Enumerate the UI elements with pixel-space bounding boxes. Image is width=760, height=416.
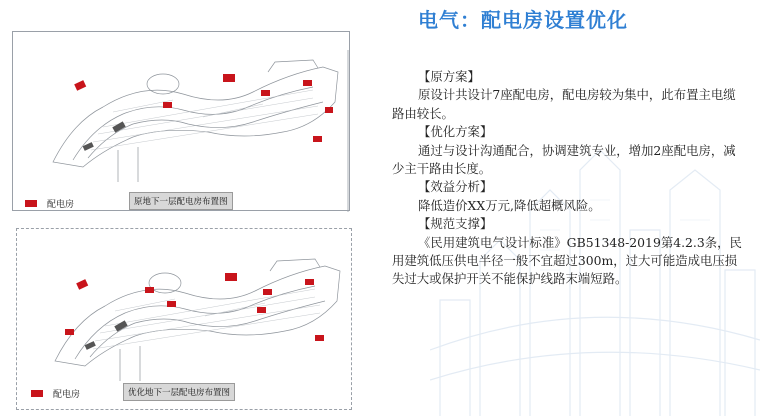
plan-legend-optimized: [31, 387, 80, 400]
legend-label: 配电房: [53, 390, 81, 400]
section-body-original: 原设计共设计7座配电房，配电房较为集中，此布置主电缆路由较长。: [392, 87, 736, 121]
plan-caption-optimized: 优化地下一层配电房布置图: [123, 383, 235, 401]
section-body-optimized: 通过与设计沟通配合，协调建筑专业，增加2座配电房，减少主干路由长度。: [392, 142, 736, 177]
original-floor-plan: [12, 31, 350, 211]
plan-legend-original: [25, 197, 74, 210]
legend-swatch: [25, 200, 37, 207]
legend-label: 配电房: [47, 200, 75, 210]
optimized-floor-plan: [16, 228, 352, 410]
section-heading-standard: 【规范支撑】: [418, 216, 493, 232]
section-body-standard: 《民用建筑电气设计标准》GB51348-2019第4.2.3条，民用建筑低压供电半径一般不宜超过300m，过大可能造成电压损失过大或保护开关不能保护线路末端短路。: [392, 234, 742, 287]
legend-swatch: [31, 390, 43, 397]
section-heading-original: 【原方案】: [418, 69, 480, 84]
section-heading-optimized: 【优化方案】: [418, 124, 493, 140]
text-content: [392, 68, 744, 289]
original-plan-drawing: [13, 32, 351, 212]
section-body-benefit: 降低造价XX万元,降低超概风险。: [418, 197, 601, 213]
page-title: 电气：配电房设置优化: [418, 8, 628, 32]
section-heading-benefit: 【效益分析】: [418, 179, 493, 195]
plan-caption-original: 原地下一层配电房布置图: [129, 192, 233, 210]
